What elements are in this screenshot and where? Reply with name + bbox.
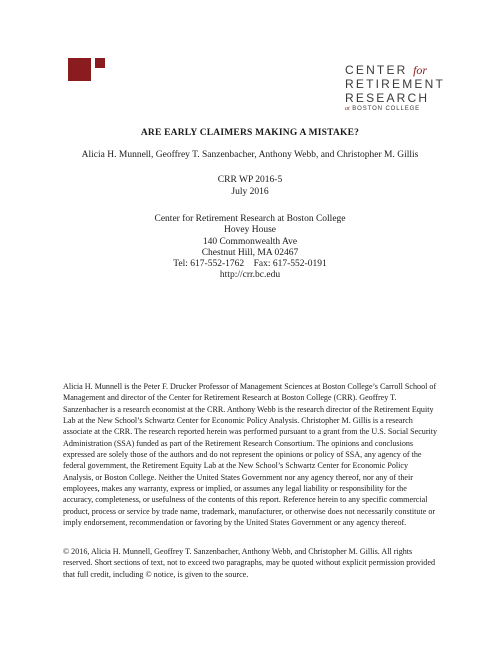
center-phone-fax: Tel: 617-552-1762 Fax: 617-552-0191 <box>173 259 327 270</box>
logo-word-center: CENTER <box>345 63 408 77</box>
crr-logo <box>345 64 465 113</box>
author-list: Alicia H. Munnell, Geoffrey T. Sanzenbacher, Anthony Webb, and Christopher M. Gillis <box>81 150 419 160</box>
center-address-block <box>0 214 500 282</box>
center-name: Center for Retirement Research at Boston College <box>154 214 346 224</box>
logo-word-boston-college: BOSTON COLLEGE <box>352 106 421 112</box>
paper-title: ARE EARLY CLAIMERS MAKING A MISTAKE? <box>140 128 360 138</box>
logo-word-retirement: RETIREMENT <box>345 77 445 91</box>
center-url[interactable]: http://crr.bc.edu <box>219 270 281 281</box>
logo-line-boston-college <box>345 105 465 113</box>
logo-squares <box>68 58 108 82</box>
working-paper-info <box>0 174 500 198</box>
logo-word-at: at <box>345 106 350 112</box>
center-building: Hovey House <box>224 225 276 236</box>
logo-word-for: for <box>413 63 428 77</box>
logo-square-large <box>68 58 91 81</box>
logo-square-small <box>95 58 105 68</box>
working-paper-date: July 2016 <box>231 187 269 197</box>
center-street: 140 Commonwealth Ave <box>202 236 298 247</box>
center-city: Chestnut Hill, MA 02467 <box>201 247 299 258</box>
working-paper-number: CRR WP 2016-5 <box>217 175 283 185</box>
copyright-notice: © 2016, Alicia H. Munnell, Geoffrey T. Sanzenbacher, Anthony Webb, and Christopher M. Gillis. All rights reserved. Short sections of text, not to exceed two paragraphs, may be quoted without explicit permission provided that full credit, including © notice, is given to the source. <box>63 547 435 579</box>
logo-line-center <box>345 64 465 77</box>
logo-word-research: RESEARCH <box>345 91 430 105</box>
author-bio-disclaimer: Alicia H. Munnell is the Peter F. Drucker Professor of Management Sciences at Boston College’s Carroll School of Management and director of the Center for Retirement Research at Boston College (CRR). Geoffrey T. Sanzenbacher is a research economist at the CRR. Anthony Webb is the research director of the Retirement Equity Lab at the New School’s Schwartz Center for Economic Policy Analysis. Christopher M. Gillis is a research associate at the CRR. The research reported herein was performed pursuant to a grant from the U.S. Social Security Administration (SSA) funded as part of the Retirement Research Consortium. The opinions and conclusions expressed are solely those of the authors and do not represent the opinions or policy of SSA, any agency of the federal government, the Retirement Equity Lab at the New School’s Schwartz Center for Economic Policy Analysis, or Boston College. Neither the United States Government nor any agency thereof, nor any of their employees, makes any warranty, express or implied, or assumes any legal liability or responsibility for the accuracy, completeness, or usefulness of the contents of this report. Reference herein to any specific commercial product, process or service by trade name, trademark, manufacturer, or otherwise does not necessarily constitute or imply endorsement, recommendation or favoring by the United States Government or any agency thereof. <box>63 382 438 528</box>
